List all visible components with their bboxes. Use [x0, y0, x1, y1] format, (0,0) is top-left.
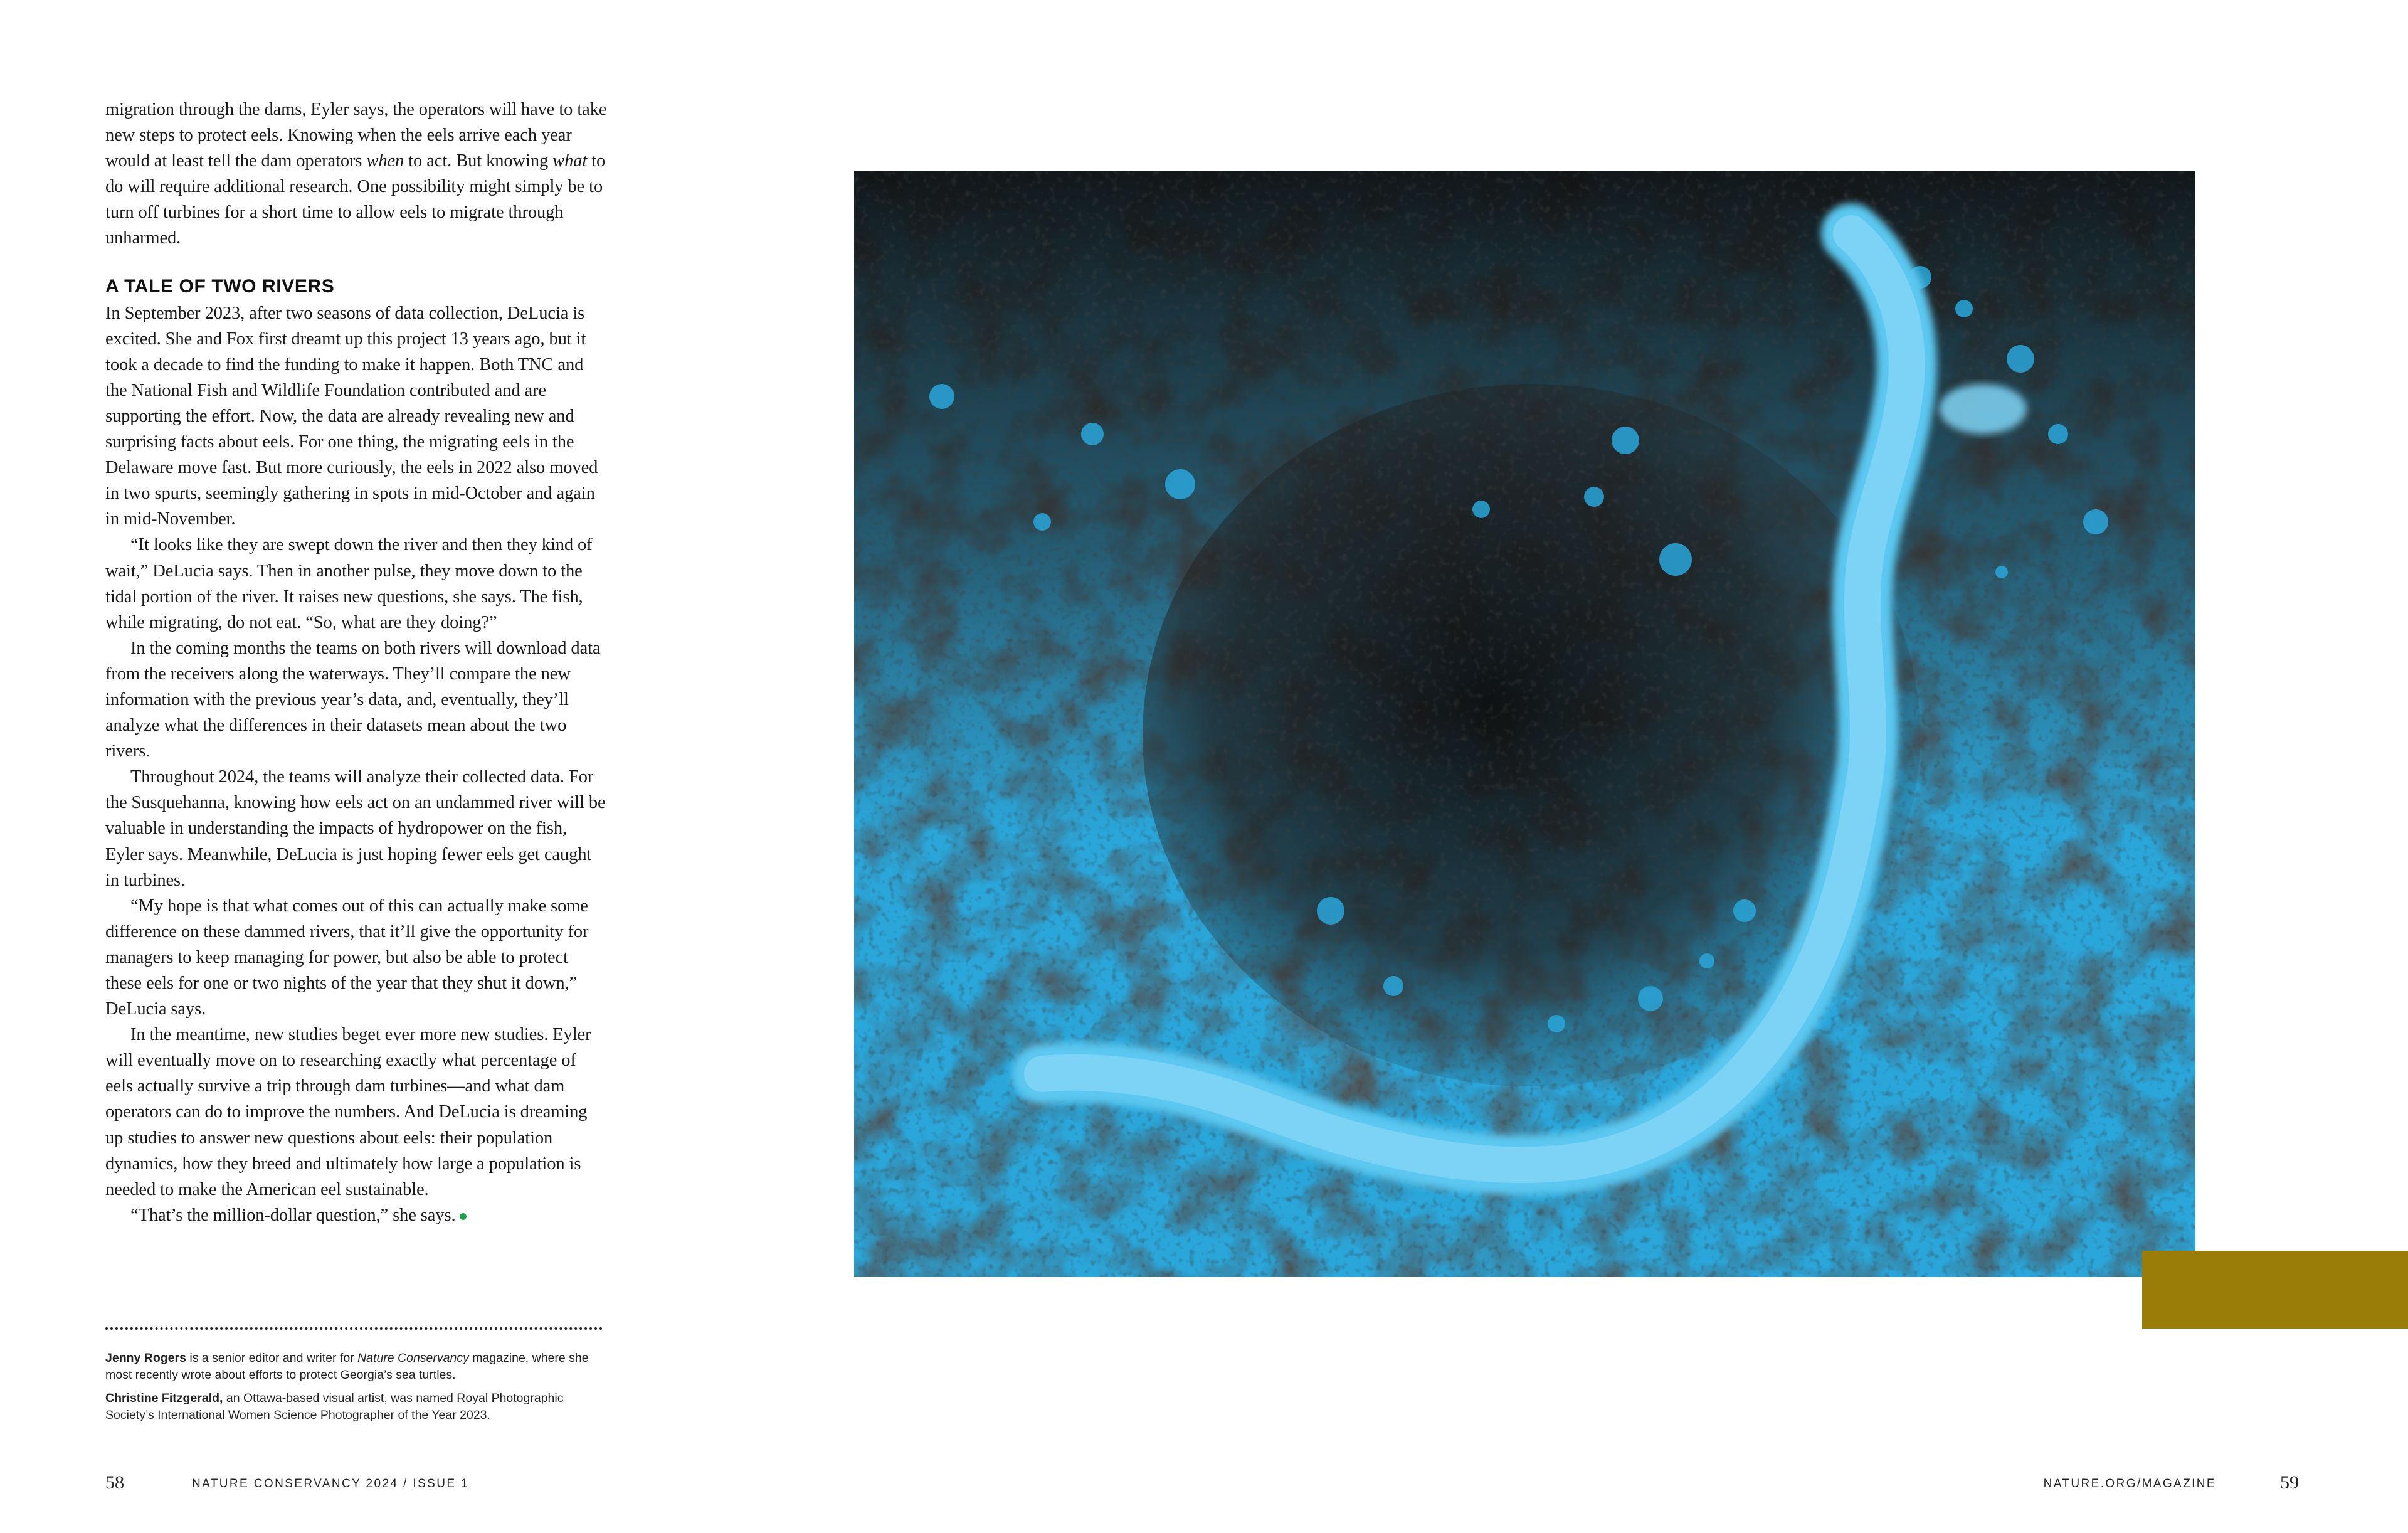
- author-name: Jenny Rogers: [105, 1351, 186, 1365]
- body-paragraph: In the meantime, new studies beget ever more new studies. Eyler will eventually move on to researching exactly what percentage of eels actually survive a trip through dam turbines—and what dam operators can do to improve the numbers. And DeLucia is dreaming up studies to answer new questions about eels: their population dynamics, how they breed and ultimately how large a population is needed to make the American eel sustainable.: [105, 1025, 591, 1199]
- author-bio-text-end: magazine, where she most recently wrote about efforts to protect Georgia’s sea turtles.: [105, 1351, 589, 1382]
- body-paragraph: Throughout 2024, the teams will analyze their collected data. For the Susquehanna, knowing how eels act on an undammed river will be valuable in understanding the impacts of hydropower on the fish, Eyler says. Meanwhile, DeLucia is just hoping fewer eels get caught in turbines.: [105, 767, 606, 890]
- body-paragraph: “My hope is that what comes out of this can actually make some difference on these dammed rivers, that it’ll give the opportunity for managers to keep managing for power, but also be able to protect these eels for one or two nights of the year that they shut it down,” DeLucia says.: [105, 896, 589, 1019]
- body-paragraph: In September 2023, after two seasons of data collection, DeLucia is excited. She and Fox first dreamt up this project 13 years ago, but it took a decade to find the funding to make it happen. Both TNC and the National Fish and Wildlife Foundation contributed and are supporting the effort. Now, the data are already revealing new and surprising facts about eels. For one thing, the migrating eels in the Delaware move fast. But more curiously, the eels in 2022 also moved in two spurts, seemingly gathering in spots in mid-October and again in mid-November.: [105, 303, 598, 529]
- artist-bio-text: an Ottawa-based visual artist, was named Royal Photographic Society’s International Women Science Photographer of the Year 2023.: [105, 1391, 564, 1422]
- article-column: [105, 97, 607, 1228]
- author-bio-text: is a senior editor and writer for: [186, 1351, 358, 1365]
- artist-bio: [105, 1390, 607, 1424]
- intro-emphasis-when: when: [366, 151, 404, 171]
- page-number-left: 58: [105, 1472, 124, 1493]
- publication-name: Nature Conservancy: [357, 1351, 469, 1365]
- intro-text-1: migration through the dams, Eyler says, the operators will have to take new steps to protect eels. Knowing when the eels arrive each year would at least tell the dam operators: [105, 100, 607, 171]
- intro-text-2: to act. But knowing: [404, 151, 553, 171]
- artist-name: Christine Fitzgerald,: [105, 1391, 223, 1405]
- page-number-right: 59: [2280, 1472, 2299, 1493]
- folio-left: NATURE CONSERVANCY 2024 / ISSUE 1: [192, 1477, 470, 1490]
- body-paragraph: “It looks like they are swept down the river and then they kind of wait,” DeLucia says. Then in another pulse, they move down to the tidal portion of the river. It raises new questions, she says. The fish, while migrating, do not eat. “So, what are they doing?”: [105, 535, 593, 632]
- end-mark-dot-icon: [460, 1213, 467, 1220]
- closing-quote: “That’s the million-dollar question,” she says.: [130, 1205, 456, 1225]
- intro-text-3: to do will require additional research. One possibility might simply be to turn off turbines for a short time to allow eels to migrate through unharmed.: [105, 151, 606, 248]
- eel-photograph: [854, 171, 2195, 1277]
- closing-paragraph: [105, 1202, 607, 1228]
- accent-color-block: [2142, 1251, 2408, 1329]
- intro-paragraph: [105, 97, 607, 252]
- eel-photograph-icon: [854, 171, 2195, 1277]
- section-heading: A TALE OF TWO RIVERS: [105, 275, 335, 297]
- folio-right: NATURE.ORG/MAGAZINE: [2043, 1477, 2216, 1490]
- contributor-bios: [105, 1350, 607, 1430]
- body-paragraph: In the coming months the teams on both rivers will download data from the receivers along the waterways. They’ll compare the new information with the previous year’s data, and, eventually, they’ll analyze what the differences in their datasets mean about the two rivers.: [105, 638, 601, 761]
- author-bio: [105, 1350, 607, 1384]
- intro-emphasis-what: what: [552, 151, 588, 171]
- dotted-divider: [105, 1327, 603, 1330]
